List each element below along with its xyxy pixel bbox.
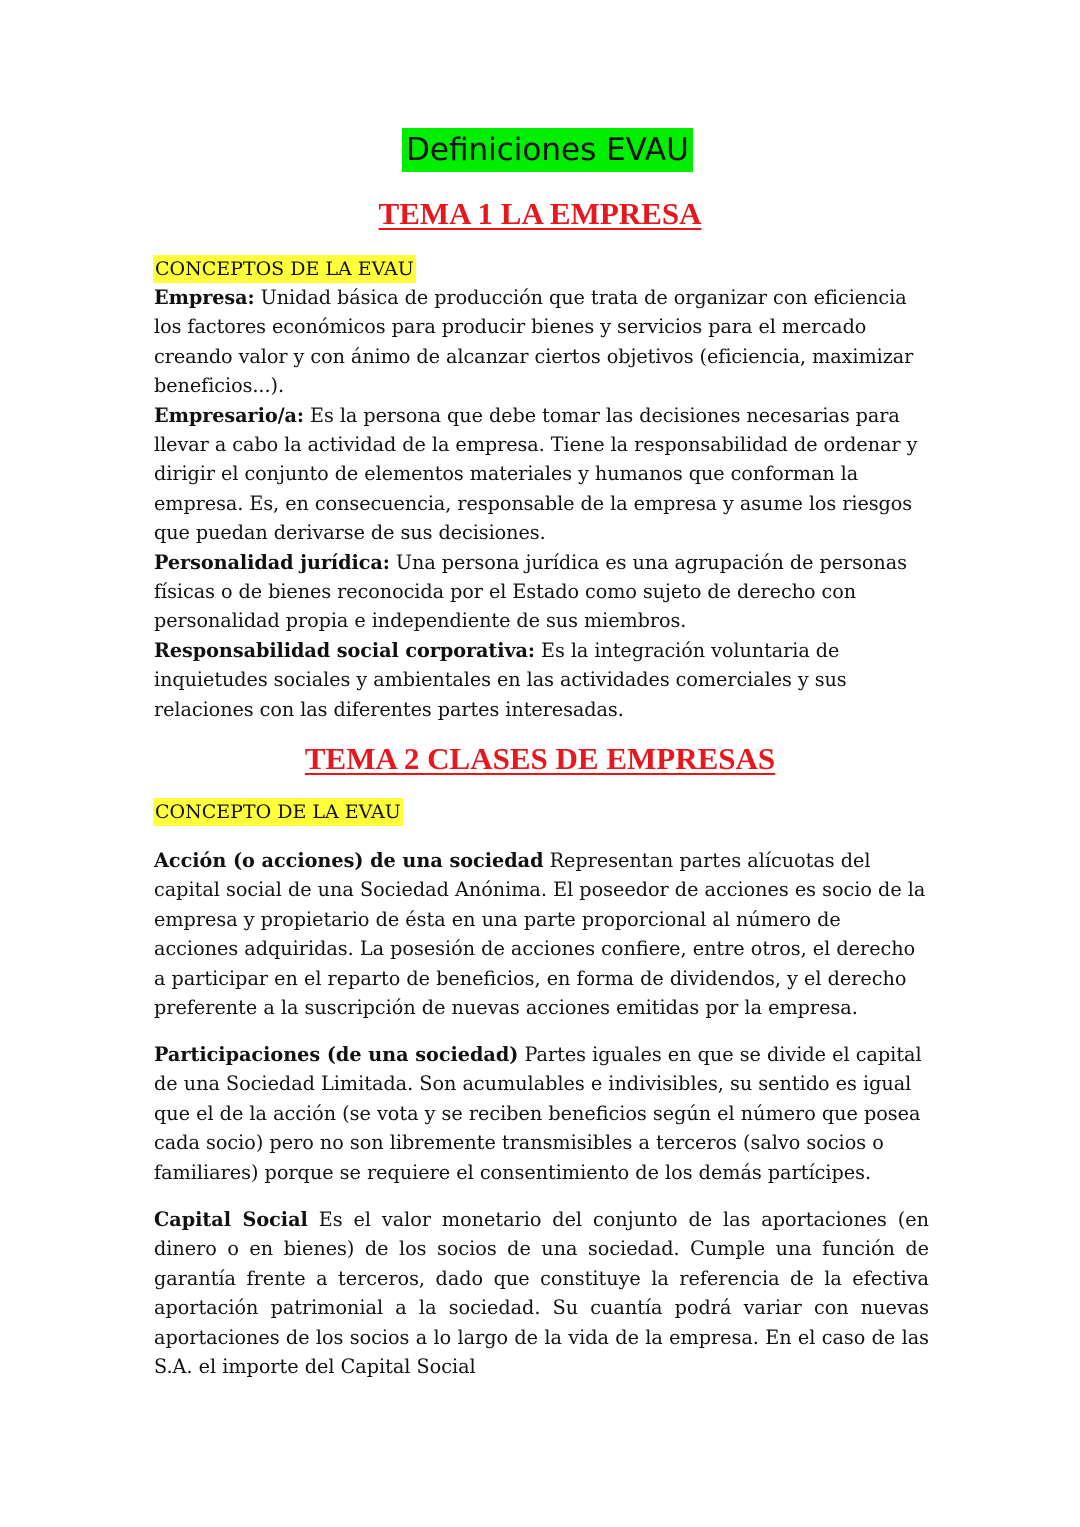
document-title: Definiciones EVAU xyxy=(402,128,693,172)
definition-empresa xyxy=(154,283,929,401)
definition-text: Representan partes alícuotas del capital social de una Sociedad Anónima. El poseedor de acciones es socio de la empresa y propietario de ésta en una parte proporcional al número de acciones adquiridas. La posesión de acciones confiere, entre otros, el derecho a participar en el reparto de beneficios, en forma de dividendos, y el derecho preferente a la suscripción de nuevas acciones emitidas por la empresa. xyxy=(154,849,926,1020)
definition-text: Partes iguales en que se divide el capital de una Sociedad Limitada. Son acumulables e indivisibles, su sentido es igual que el de la acción (se vota y se reciben beneficios según el número que posea cada socio) pero no son libremente transmisibles a terceros (salvo socios o familiares) porque se requiere el consentimiento de los demás partícipes. xyxy=(154,1043,922,1184)
definition-responsabilidad-social xyxy=(154,636,929,724)
concept-label: CONCEPTO DE LA EVAU xyxy=(153,798,403,826)
definition-text: Una persona jurídica es una agrupación de personas físicas o de bienes reconocida por el Estado como sujeto de derecho con personalidad propia e independiente de sus miembros. xyxy=(154,550,907,633)
definition-term: Participaciones (de una sociedad) xyxy=(154,1043,519,1066)
definition-text: Es la integración voluntaria de inquietudes sociales y ambientales en las actividades comerciales y sus relaciones con las diferentes partes interesadas. xyxy=(154,638,847,721)
definition-term: Personalidad jurídica: xyxy=(154,550,390,574)
definition-participaciones xyxy=(154,1040,929,1187)
definition-term: Capital Social xyxy=(154,1208,308,1231)
tema1-definitions xyxy=(154,283,929,724)
definition-accion xyxy=(154,846,929,1022)
definition-personalidad-juridica xyxy=(154,548,929,636)
definition-capital-social xyxy=(154,1205,929,1381)
section-heading-tema-2: TEMA 2 CLASES DE EMPRESAS xyxy=(304,741,776,776)
definition-term: Acción (o acciones) de una sociedad xyxy=(154,849,544,872)
definition-term: Empresa: xyxy=(154,286,255,309)
definition-term: Empresario/a: xyxy=(154,403,304,427)
definition-text: Es el valor monetario del conjunto de las aportaciones (en dinero o en bienes) de los socios de una sociedad. Cumple una función de garantía frente a terceros, dado que constituye la referencia de la efectiva aportación patrimonial a la sociedad. Su cuantía podrá variar con nuevas aportaciones de los socios a lo largo de la vida de la empresa. En el caso de las S.A. el importe del Capital Social xyxy=(154,1208,929,1379)
section-heading-tema-1: TEMA 1 LA EMPRESA xyxy=(378,196,702,231)
definition-text: Es la persona que debe tomar las decisiones necesarias para llevar a cabo la actividad de la empresa. Tiene la responsabilidad de ordenar y dirigir el conjunto de elementos materiales y humanos que conforman la empresa. Es, en consecuencia, responsable de la empresa y asume los riesgos que puedan derivarse de sus decisiones. xyxy=(154,403,918,545)
definition-term: Responsabilidad social corporativa: xyxy=(154,638,535,662)
definition-empresario xyxy=(154,401,929,548)
definition-text: Unidad básica de producción que trata de organizar con eficiencia los factores económicos para producir bienes y servicios para el mercado creando valor y con ánimo de alcanzar ciertos objetivos (eficiencia, maximizar beneficios...). xyxy=(154,286,914,398)
concepts-label: CONCEPTOS DE LA EVAU xyxy=(153,255,416,283)
